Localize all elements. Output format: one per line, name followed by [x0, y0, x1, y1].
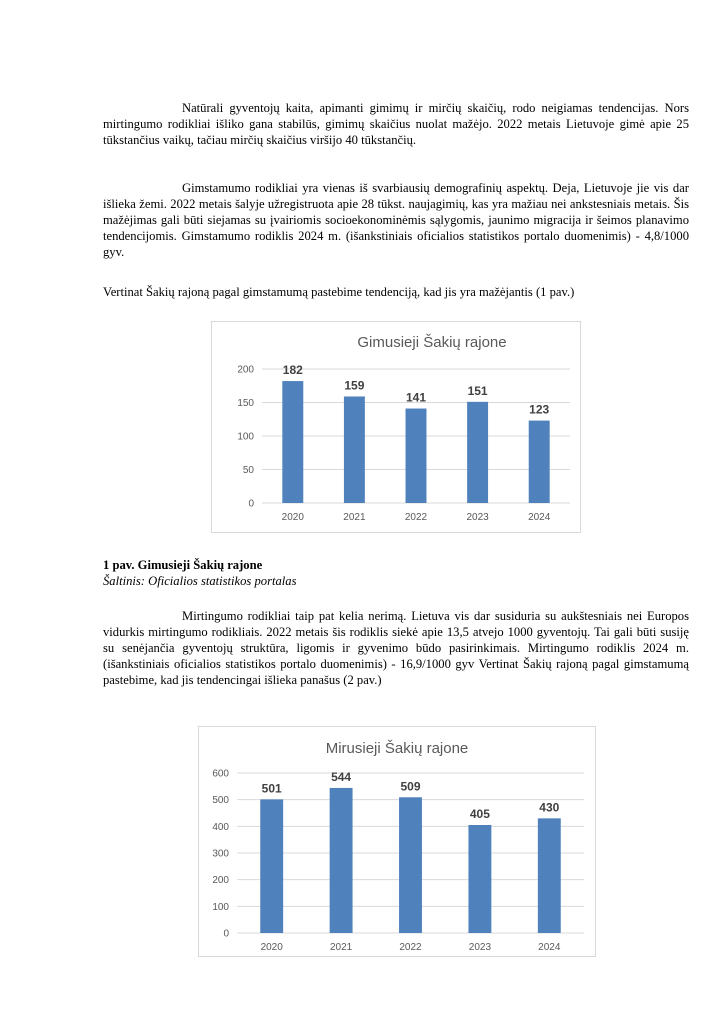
- paragraph-sakiai-births: Vertinat Šakių rajoną pagal gimstamumą pastebime tendenciją, kad jis yra mažėjantis (1 pav.): [103, 285, 575, 299]
- births-chart-y-tick-label: 100: [237, 431, 254, 443]
- deaths-chart-y-tick-label: 400: [212, 821, 229, 833]
- deaths-chart-bar: [468, 825, 491, 933]
- births-chart-bar: [529, 421, 550, 503]
- births-chart-y-tick-label: 150: [237, 398, 254, 409]
- deaths-chart-data-label: 544: [331, 769, 352, 784]
- births-chart-bar: [467, 402, 488, 503]
- births-chart-data-label: 141: [405, 390, 427, 405]
- births-chart-bar: [406, 409, 427, 503]
- deaths-chart-svg: [199, 727, 595, 956]
- deaths-chart-y-tick-label: 200: [212, 875, 229, 887]
- births-chart-data-label: 123: [529, 402, 550, 417]
- births-chart-data-label: 151: [467, 383, 488, 398]
- deaths-chart-y-tick-label: 0: [223, 928, 229, 940]
- deaths-chart-data-label: 405: [469, 807, 490, 821]
- deaths-chart-data-label: 430: [539, 800, 560, 815]
- deaths-chart-y-tick-label: 300: [212, 848, 229, 860]
- deaths-chart-x-tick-label: 2022: [399, 942, 422, 953]
- deaths-chart-data-label: 501: [261, 781, 282, 796]
- births-chart-bar: [282, 381, 303, 503]
- paragraph-birth-rate: Gimstamumo rodikliai yra vienas iš svarbiausių demografinių aspektų. Deja, Lietuvoje jie vis dar išlieka žemi. 2022 metais šalyje užregistruota apie 28 tūkst. naujagimių, kas yra mažiau nei ankstesniais metais. Šis mažėjimas gali būti siejamas su įvairiomis socioekonominėmis sąlygomis, jaunimo migracija ir šeimos planavimo tendencijomis. Gimstamumo rodiklis 2024 m. (išankstiniais oficialios statistikos portalo duomenimis) - 4,8/1000 gyv.: [103, 181, 689, 259]
- paragraph-natural-change: Natūrali gyventojų kaita, apimanti gimimų ir mirčių skaičių, rodo neigiamas tendencijas. Nors mirtingumo rodikliai išliko gana stabilūs, gimimų skaičius nuolat mažėjo. 2022 metais Lietuvoje gimė apie 25 tūkstančius vaikų, tačiau mirčių skaičius viršijo 40 tūkstančių.: [103, 101, 689, 147]
- deaths-chart-data-label: 509: [400, 779, 421, 794]
- births-chart-x-tick-label: 2022: [404, 512, 428, 523]
- deaths-chart-bar: [538, 818, 561, 933]
- deaths-chart-bar: [399, 797, 422, 933]
- deaths-chart-bar: [330, 788, 353, 933]
- deaths-chart-x-tick-label: 2023: [468, 942, 492, 953]
- deaths-chart-y-tick-label: 600: [212, 768, 229, 780]
- deaths-chart: [198, 726, 596, 957]
- figure1-caption-text: 1 pav. Gimusieji Šakių rajone: [103, 558, 263, 572]
- births-chart-svg: [212, 322, 580, 532]
- births-chart-y-tick-label: 50: [242, 465, 254, 476]
- births-chart-x-tick-label: 2024: [528, 512, 551, 523]
- deaths-chart-x-tick-label: 2020: [260, 942, 283, 953]
- deaths-chart-x-tick-label: 2021: [329, 942, 353, 953]
- births-chart-data-label: 182: [282, 363, 303, 378]
- births-chart-y-tick-label: 200: [237, 364, 254, 376]
- births-chart-x-tick-label: 2023: [466, 512, 489, 523]
- deaths-chart-title: Mirusieji Šakių rajone: [325, 740, 469, 757]
- births-chart-data-label: 159: [344, 378, 365, 393]
- figure1-source: Šaltinis: Oficialios statistikos portalas: [103, 574, 297, 588]
- paragraph-mortality: Mirtingumo rodikliai taip pat kelia nerimą. Lietuva vis dar susiduria su aukštesniais nei Europos vidurkis mirtingumo rodikliais. 2022 metais šis rodiklis siekė apie 13,5 atvejo 1000 gyventojų. Tai gali būti susiję su senėjančia gyventojų struktūra, ligomis ir gyvenimo būdo pasirinkimais. Mirtingumo rodiklis 2024 m. (išankstiniais oficialios statistikos portalo duomenimis) - 16,9/1000 gyv Vertinat Šakių rajoną pagal gimstamumą pastebime, kad jis tendencingai išlieka panašus (2 pav.): [103, 609, 689, 687]
- deaths-chart-y-tick-label: 100: [212, 901, 229, 913]
- deaths-chart-x-tick-label: 2024: [538, 942, 561, 953]
- births-chart-title: Gimusieji Šakių rajone: [357, 334, 507, 351]
- births-chart-y-tick-label: 0: [248, 498, 254, 510]
- births-chart-bar: [344, 396, 365, 503]
- births-chart: [211, 321, 581, 533]
- births-chart-x-tick-label: 2020: [281, 512, 304, 523]
- deaths-chart-y-tick-label: 500: [212, 795, 229, 807]
- figure1-caption: [103, 557, 262, 573]
- deaths-chart-bar: [260, 799, 283, 933]
- births-chart-x-tick-label: 2021: [343, 512, 366, 523]
